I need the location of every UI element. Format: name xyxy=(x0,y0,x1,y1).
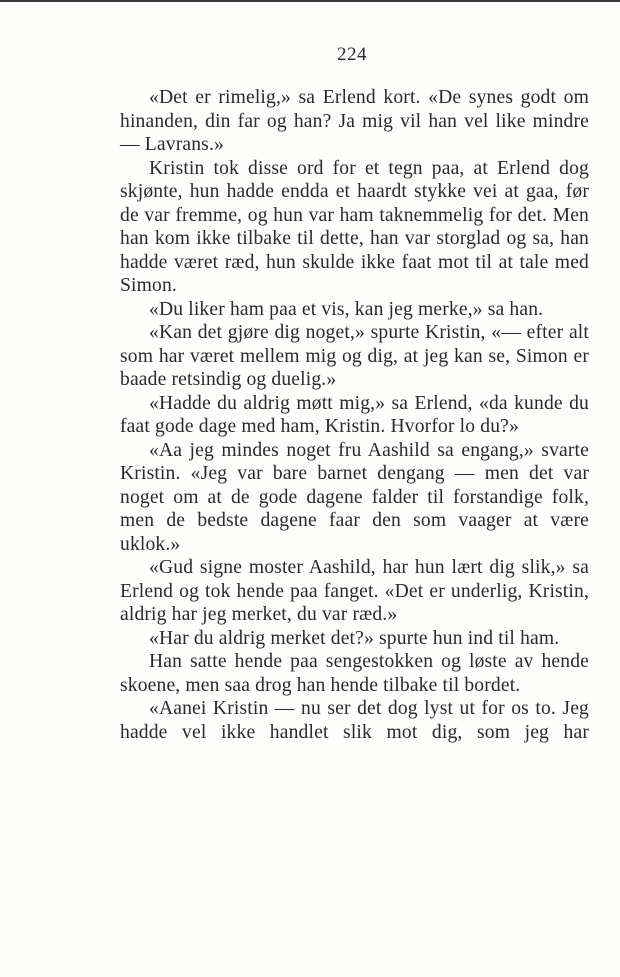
paragraph: «Hadde du aldrig møtt mig,» sa Erlend, «da kunde du faat gode dage med ham, Kristin. Hvorfor lo du?» xyxy=(120,392,589,437)
paragraph: «Det er rimelig,» sa Erlend kort. «De synes godt om hinanden, din far og han? Ja mig vil han vel like mindre — Lavrans.» xyxy=(120,87,589,155)
paragraph: «Aa jeg mindes noget fru Aashild sa engang,» svarte Kristin. «Jeg var bare barnet dengang — men det var noget om at de gode dagene falder til forstandige folk, men de bedste dagene faar den som vaager at være uklok.» xyxy=(120,439,589,555)
top-edge-rule xyxy=(0,0,620,2)
body-text xyxy=(120,86,589,744)
paragraph: «Har du aldrig merket det?» spurte hun ind til ham. xyxy=(149,627,560,649)
paragraph: «Du liker ham paa et vis, kan jeg merke,» sa han. xyxy=(149,298,544,320)
paragraph: Kristin tok disse ord for et tegn paa, at Erlend dog skjønte, hun hadde endda et haardt stykke vei at gaa, før de var fremme, og hun var ham taknemmelig for det. Men han kom ikke tilbake til dette, han var storglad og sa, han hadde været ræd, hun skulde ikke faat mot til at tale med Simon. xyxy=(120,157,589,296)
paragraph: «Kan det gjøre dig noget,» spurte Kristin, «— efter alt som har været mellem mig og dig, at jeg kan se, Simon er baade retsindig og duelig.» xyxy=(120,322,589,390)
paragraph: «Gud signe moster Aashild, har hun lært dig slik,» sa Erlend og tok hende paa fanget. «Det er underlig, Kristin, aldrig har jeg merket, du var ræd.» xyxy=(120,557,589,625)
page-number: 224 xyxy=(337,44,367,65)
paragraph: «Aanei Kristin — nu ser det dog lyst ut for os to. Jeg hadde vel ikke handlet slik mot dig, som jeg har xyxy=(120,698,589,743)
paragraph: Han satte hende paa sengestokken og løste av hende skoene, men saa drog han hende tilbake til bordet. xyxy=(120,651,589,696)
